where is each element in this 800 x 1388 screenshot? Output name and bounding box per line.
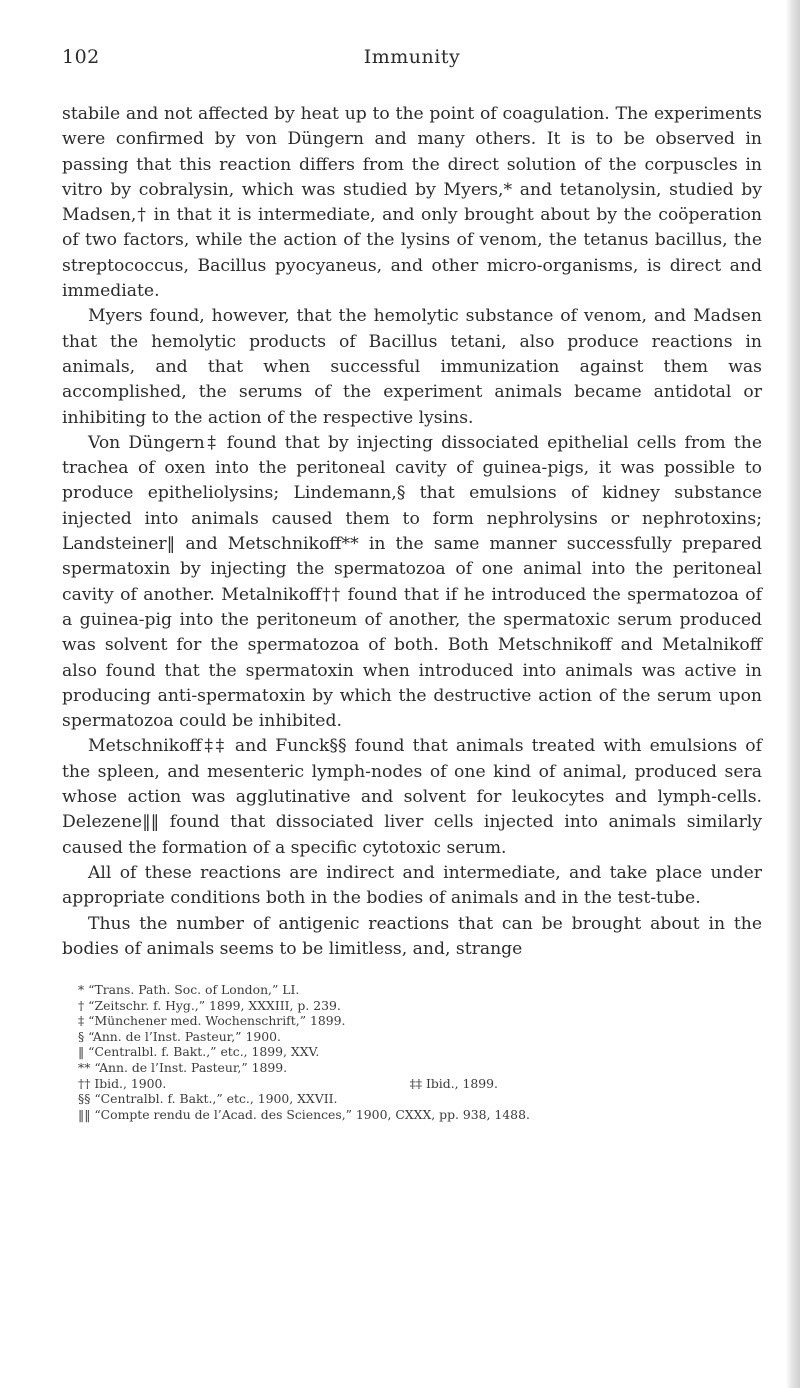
footnote-5: ‖ “Centralbl. f. Bakt.,” etc., 1899, XXV.: [78, 1044, 320, 1060]
book-page: [62, 46, 762, 1366]
footnote-4: § “Ann. de l’Inst. Pasteur,” 1900.: [78, 1028, 281, 1044]
paragraph-2: Myers found, however, that the hemolytic substance of venom, and Madsen that the hemolytic products of Bacillus tetani, also produce reactions in animals, and that when successful immunization against them was accomplished, the serums of the experiment animals became antidotal or inhibiting to the action of the respective lysins.: [62, 306, 762, 428]
footnote-3: ‡ “Münchener med. Wochenschrift,” 1899.: [78, 1013, 346, 1029]
page-edge-shadow: [786, 0, 800, 1388]
footnote-7a: †† Ibid., 1900.: [78, 1075, 167, 1091]
paragraph-1: stabile and not affected by heat up to the point of coagulation. The experiments were confirmed by von Düngern and many others. It is to be observed in passing that this reaction differs from the direct solution of the corpuscles in vitro by cobralysin, which was studied by Myers,* and tetanolysin, studied by Madsen,† in that it is intermediate, and only brought about by the coöperation of two factors, while the action of the lysins of venom, the tetanus bacillus, the streptococcus, Bacillus pyocyaneus, and other micro-organisms, is direct and immediate.: [62, 104, 762, 302]
footnote-9: ‖‖ “Compte rendu de l’Acad. des Sciences,” 1900, CXXX, pp. 938, 1488.: [78, 1106, 530, 1122]
paragraph-4: Metschnikoff‡‡ and Funck§§ found that animals treated with emulsions of the spleen, and mesenteric lymph-nodes of one kind of animal, produced sera whose action was agglutinative and solvent for leukocytes and lymph-cells. Delezene‖‖ found that dissociated liver cells injected into animals similarly caused the formation of a specific cytotoxic serum.: [62, 736, 762, 858]
body-text: [62, 102, 762, 962]
footnotes: [62, 982, 762, 1122]
running-title: Immunity: [363, 46, 461, 68]
footnote-6: ** “Ann. de l’Inst. Pasteur,” 1899.: [78, 1060, 288, 1076]
footnote-2: † “Zeitschr. f. Hyg.,” 1899, XXXIII, p. 239.: [78, 997, 341, 1013]
paragraph-5: All of these reactions are indirect and intermediate, and take place under appropriate conditions both in the bodies of animals and in the test-tube.: [62, 862, 762, 909]
paragraph-6: Thus the number of antigenic reactions that can be brought about in the bodies of animals seems to be limitless, and, strange: [62, 913, 762, 959]
paragraph-3: Von Düngern‡ found that by injecting dissociated epithelial cells from the trachea of oxen into the peritoneal cavity of guinea-pigs, it was possible to produce epitheliolysins; Lindemann,§ that emulsions of kidney substance injected into animals caused them to form nephrolysins or nephrotoxins; Landsteiner‖ and Metschnikoff** in the same manner successfully prepared spermatoxin by injecting the spermatozoa of one animal into the peritoneal cavity of another. Metalnikoff†† found that if he introduced the spermatozoa of a guinea-pig into the peritoneum of another, the spermatoxic serum produced was solvent for the spermatozoa of both. Both Metschnikoff and Metalnikoff also found that the spermatoxin when introduced into animals was active in producing anti-spermatoxin by which the destructive action of the serum upon spermatozoa could be inhibited.: [62, 432, 762, 732]
footnote-8: §§ “Centralbl. f. Bakt.,” etc., 1900, XXVII.: [78, 1091, 338, 1107]
footnote-1: * “Trans. Path. Soc. of London,” LI.: [78, 982, 300, 998]
page-header: [62, 46, 762, 80]
footnote-row-7: [78, 1076, 498, 1092]
footnote-7b: ‡‡ Ibid., 1899.: [409, 1075, 498, 1091]
page-number: 102: [62, 46, 100, 68]
